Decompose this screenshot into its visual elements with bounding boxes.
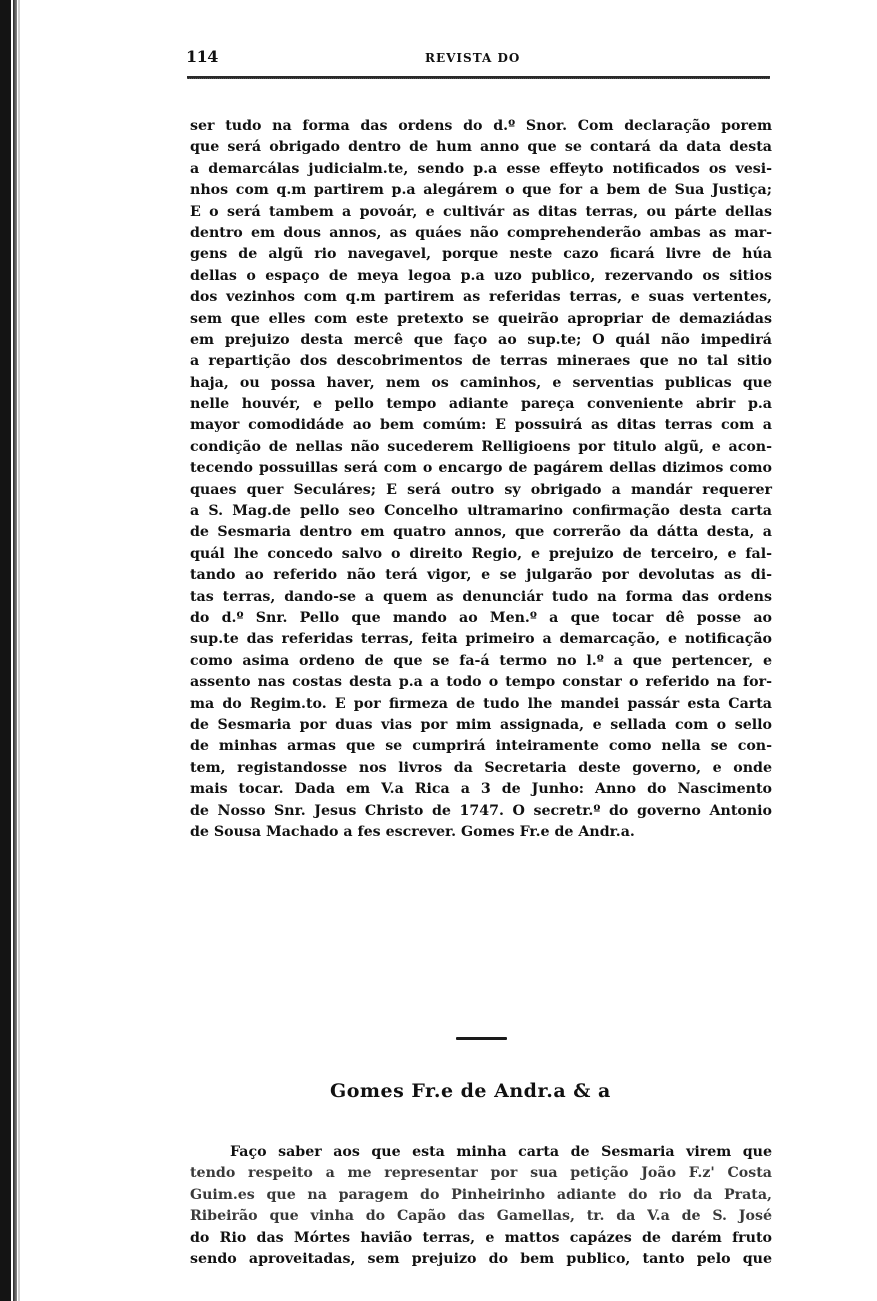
text-line: de Nosso Snr. Jesus Christo de 1747. O secretr.º do governo Antonio (190, 802, 772, 819)
text-line: ma do Regim.to. E por firmeza de tudo lhe mandei passár esta Carta (190, 695, 772, 712)
text-line: de minhas armas que se cumprirá inteiramente como nella se con- (190, 738, 772, 755)
text-line: nhos com q.m partirem p.a alegárem o que for a bem de Sua Justiça; (190, 182, 772, 199)
text-line: tem, registandosse nos livros da Secretaria deste governo, e onde (190, 759, 772, 776)
text-line: que será obrigado dentro de hum anno que se contará da data desta (190, 139, 772, 156)
text-line: quál lhe concedo salvo o direito Regio, e prejuizo de terceiro, e fal- (190, 545, 772, 562)
text-line: tas terras, dando-se a quem as denunciár tudo na forma das ordens (190, 588, 772, 605)
section-divider (456, 1037, 507, 1040)
text-line: dentro em dous annos, as quáes não comprehenderão ambas as mar- (190, 224, 772, 241)
text-line: dos vezinhos com q.m partirem as referidas terras, e suas vertentes, (190, 289, 772, 306)
text-line: a repartição dos descobrimentos de terras mineraes que no tal sitio (190, 353, 772, 370)
text-line: do Rio das Mórtes havião terras, e mattos capázes de darém fruto (190, 1229, 772, 1246)
text-line: gens de algũ rio navegavel, porque neste cazo ficará livre de húa (190, 246, 772, 263)
text-line: do d.º Snr. Pello que mando ao Men.º a que tocar dê posse ao (190, 609, 772, 626)
text-line: tendo respeito a me representar por sua petição João F.z' Costa (190, 1165, 772, 1182)
text-line: ser tudo na forma das ordens do d.º Snor. Com declaração porem (190, 118, 772, 134)
section-text-block (190, 1142, 772, 1270)
text-line: Ribeirão que vinha do Capão das Gamellas, tr. da V.a de S. José (190, 1208, 772, 1225)
book-binding-edge (0, 0, 11, 1301)
text-line: Guim.es que na paragem do Pinheirinho adiante do rio da Prata, (190, 1186, 772, 1203)
binding-shadow (13, 0, 17, 1301)
text-line: de Sesmaria por duas vias por mim assignada, e sellada com o sello (190, 716, 772, 733)
text-line: quaes quer Seculáres; E será outro sy obrigado a mandár requerer (190, 481, 772, 498)
text-line: mayor comodidáde ao bem comúm: E possuirá as ditas terras com a (190, 417, 772, 434)
text-line: de Sousa Machado a fes escrever. Gomes Fr.e de Andr.a. (190, 823, 635, 840)
text-line: como asima ordeno de que se fa-á termo no l.º a que pertencer, e (190, 652, 772, 669)
text-line: a S. Mag.de pello seo Concelho ultramarino confirmação desta carta (190, 503, 772, 520)
text-line: dellas o espaço de meya legoa p.a uzo publico, rezervando os sitios (190, 267, 772, 284)
text-line: nelle houvér, e pello tempo adiante pareça conveniente abrir p.a (190, 396, 772, 413)
text-line: condição de nellas não sucederem Relligioens por titulo algũ, e acon- (190, 438, 772, 455)
running-title: REVISTA DO (425, 51, 521, 65)
text-line: sem que elles com este pretexto se queirão apropriar de demaziádas (190, 310, 772, 327)
text-line: sup.te das referidas terras, feita primeiro a demarcação, e notificação (190, 631, 772, 648)
text-line: haja, ou possa haver, nem os caminhos, e serventias publicas que (190, 374, 772, 391)
text-line: tecendo possuillas será com o encargo de pagárem dellas dizimos como (190, 460, 772, 477)
text-line: sendo aproveitadas, sem prejuizo do bem publico, tanto pelo que (190, 1250, 772, 1267)
main-text-block (190, 116, 772, 843)
section-heading: Gomes Fr.e de Andr.a & a (330, 1080, 611, 1102)
text-line: E o será tambem a povoár, e cultivár as ditas terras, ou párte dellas (190, 203, 772, 220)
binding-highlight (18, 0, 20, 1301)
text-line: Faço saber aos que esta minha carta de Sesmaria virem que (230, 1144, 772, 1160)
page-number: 114 (186, 47, 218, 66)
text-line: assento nas costas desta p.a a todo o tempo constar o referido na for- (190, 674, 772, 691)
text-line: em prejuizo desta mercê que faço ao sup.te; O quál não impedirá (190, 331, 772, 348)
text-line: mais tocar. Dada em V.a Rica a 3 de Junho: Anno do Nascimento (190, 781, 772, 798)
header-rule (187, 76, 770, 79)
text-line: a demarcálas judicialm.te, sendo p.a esse effeyto notificados os vesi- (190, 160, 772, 177)
text-line: de Sesmaria dentro em quatro annos, que correrão da dátta desta, a (190, 524, 772, 541)
text-line: tando ao referido não terá vigor, e se julgarão por devolutas as di- (190, 567, 772, 584)
